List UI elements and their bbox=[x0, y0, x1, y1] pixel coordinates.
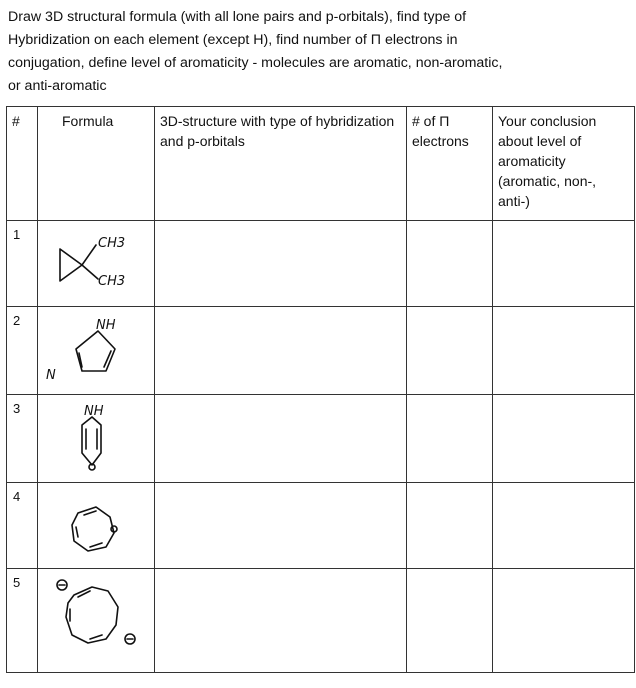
structure-answer-cell[interactable] bbox=[155, 307, 407, 395]
pi-electrons-answer-cell[interactable] bbox=[407, 569, 493, 673]
instruction-line: or anti-aromatic bbox=[8, 78, 107, 94]
pi-electrons-answer-cell[interactable] bbox=[407, 221, 493, 307]
instruction-line: conjugation, define level of aromaticity - molecules are aromatic, non-aromatic, bbox=[8, 55, 503, 71]
instruction-line: Hybridization on each element (except H), find number of Π electrons in bbox=[8, 32, 458, 48]
structure-answer-cell[interactable] bbox=[155, 221, 407, 307]
row-number: 2 bbox=[7, 307, 38, 395]
structure-answer-cell[interactable] bbox=[155, 569, 407, 673]
conclusion-answer-cell[interactable] bbox=[493, 221, 635, 307]
header-formula: Formula bbox=[38, 107, 155, 221]
table-row bbox=[7, 307, 635, 395]
label-n: N bbox=[46, 368, 56, 383]
pi-electrons-answer-cell[interactable] bbox=[407, 395, 493, 483]
conclusion-answer-cell[interactable] bbox=[493, 483, 635, 569]
table-row bbox=[7, 395, 635, 483]
pi-electrons-answer-cell[interactable] bbox=[407, 307, 493, 395]
molecule-2-drawing bbox=[38, 307, 155, 395]
pi-electrons-answer-cell[interactable] bbox=[407, 483, 493, 569]
formula-cell bbox=[38, 221, 155, 307]
header-number: # bbox=[7, 107, 38, 221]
label-ch3-bottom: CH3 bbox=[98, 274, 126, 289]
instruction-line: Draw 3D structural formula (with all lone pairs and p-orbitals), find type of bbox=[8, 9, 467, 25]
formula-cell bbox=[38, 395, 155, 483]
worksheet-table bbox=[6, 106, 635, 673]
molecule-4-drawing bbox=[38, 483, 155, 569]
row-number: 5 bbox=[7, 569, 38, 673]
table-row bbox=[7, 483, 635, 569]
conclusion-answer-cell[interactable] bbox=[493, 395, 635, 483]
molecule-1-drawing bbox=[38, 221, 155, 307]
structure-answer-cell[interactable] bbox=[155, 395, 407, 483]
formula-cell bbox=[38, 483, 155, 569]
instructions bbox=[8, 6, 628, 98]
conclusion-answer-cell[interactable] bbox=[493, 569, 635, 673]
header-3d-structure: 3D-structure with type of hybridization and p-orbitals bbox=[155, 107, 407, 221]
header-pi-electrons: # of Π electrons bbox=[407, 107, 493, 221]
structure-answer-cell[interactable] bbox=[155, 483, 407, 569]
header-conclusion: Your conclusion about level of aromaticity (aromatic, non-, anti-) bbox=[493, 107, 635, 221]
header-row bbox=[7, 107, 635, 221]
molecule-3-drawing bbox=[38, 395, 155, 483]
row-number: 4 bbox=[7, 483, 38, 569]
row-number: 3 bbox=[7, 395, 38, 483]
conclusion-answer-cell[interactable] bbox=[493, 307, 635, 395]
label-ch3-top: CH3 bbox=[98, 236, 126, 251]
table-row bbox=[7, 569, 635, 673]
formula-cell bbox=[38, 569, 155, 673]
molecule-5-drawing bbox=[38, 569, 155, 673]
table-row bbox=[7, 221, 635, 307]
label-nh: NH bbox=[84, 404, 104, 419]
formula-cell bbox=[38, 307, 155, 395]
label-nh: NH bbox=[96, 318, 116, 333]
row-number: 1 bbox=[7, 221, 38, 307]
